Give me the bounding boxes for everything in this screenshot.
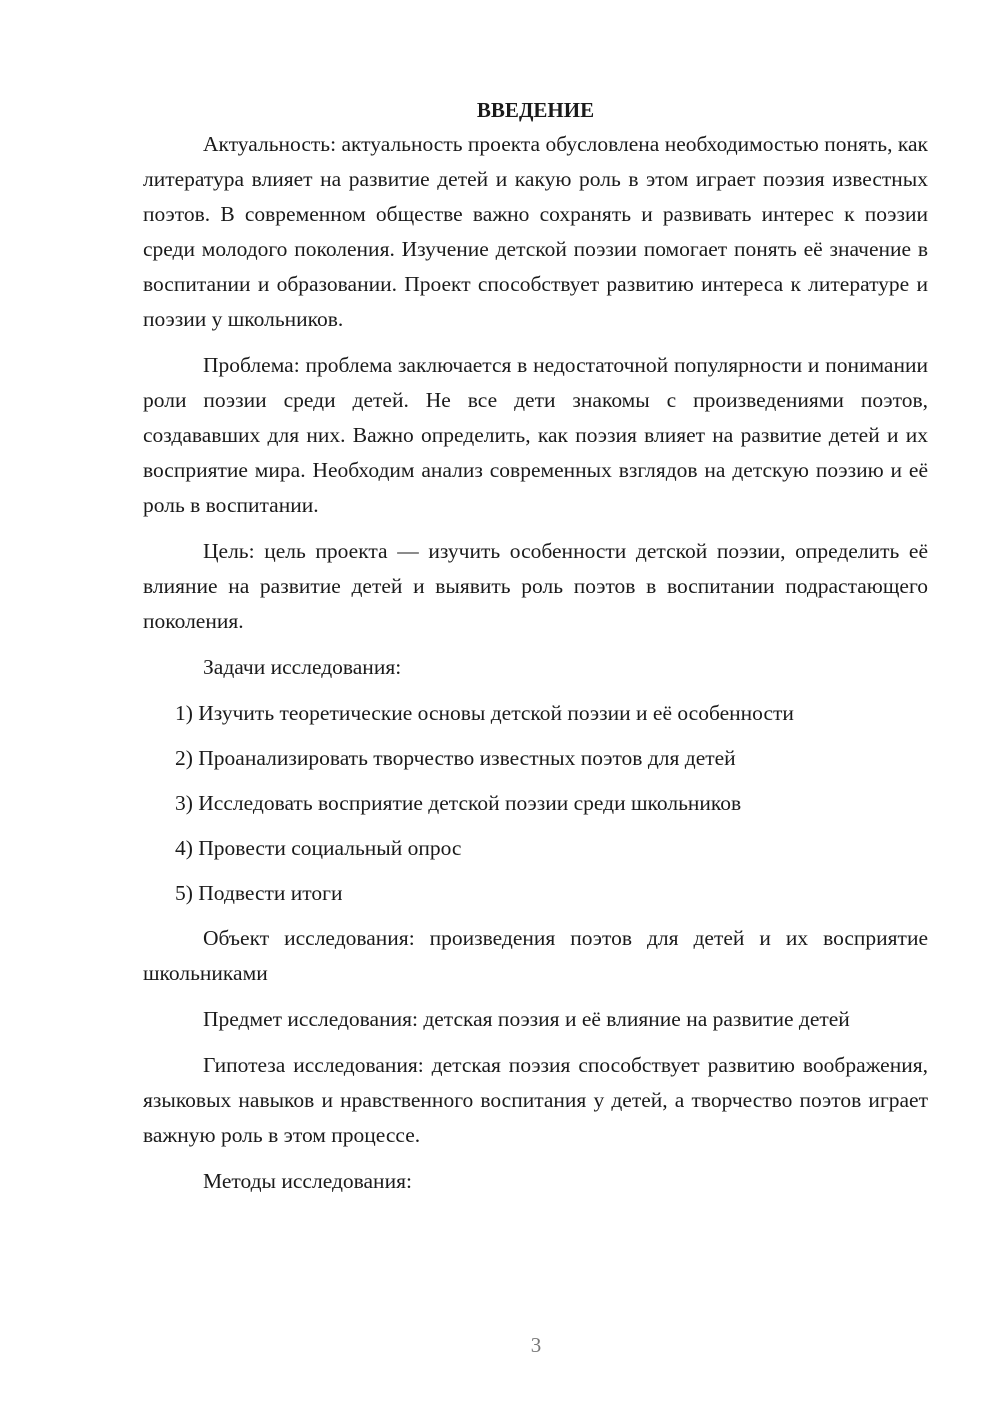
- relevance-paragraph: Актуальность: актуальность проекта обусловлена необходимостью понять, как литература влияет на развитие детей и какую роль в этом играет поэзия известных поэтов. В современном обществе важно сохранять и развивать интерес к поэзии среди молодого поколения. Изучение детской поэзии помогает понять её значение в воспитании и образовании. Проект способствует развитию интереса к литературе и поэзии у школьников.: [143, 132, 928, 331]
- subject-paragraph: Предмет исследования: детская поэзия и её влияние на развитие детей: [203, 1007, 850, 1031]
- task-item: 2) Проанализировать творчество известных поэтов для детей: [175, 746, 736, 770]
- methods-heading: Методы исследования:: [203, 1169, 412, 1193]
- object-paragraph: Объект исследования: произведения поэтов для детей и их восприятие школьниками: [143, 926, 928, 985]
- task-item: 4) Провести социальный опрос: [175, 836, 462, 860]
- goal-paragraph: Цель: цель проекта — изучить особенности детской поэзии, определить её влияние на развитие детей и выявить роль поэтов в воспитании подрастающего поколения.: [143, 539, 928, 633]
- task-item: 3) Исследовать восприятие детской поэзии среди школьников: [175, 791, 742, 815]
- tasks-heading: Задачи исследования:: [203, 655, 402, 679]
- task-item: 5) Подвести итоги: [175, 881, 343, 905]
- tasks-list: [143, 696, 928, 911]
- hypothesis-paragraph: Гипотеза исследования: детская поэзия способствует развитию воображения, языковых навыков и нравственного воспитания у детей, а творчество поэтов играет важную роль в этом процессе.: [143, 1053, 928, 1147]
- document-page: [143, 94, 928, 1210]
- task-item: 1) Изучить теоретические основы детской поэзии и её особенности: [175, 701, 794, 725]
- problem-paragraph: Проблема: проблема заключается в недостаточной популярности и понимании роли поэзии среди детей. Не все дети знакомы с произведениями поэтов, создававших для них. Важно определить, как поэзия влияет на развитие детей и их восприятие мира. Необходим анализ современных взглядов на детскую поэзию и её роль в воспитании.: [143, 353, 928, 517]
- section-title: ВВЕДЕНИЕ: [476, 98, 595, 122]
- page-number: 3: [530, 1333, 542, 1357]
